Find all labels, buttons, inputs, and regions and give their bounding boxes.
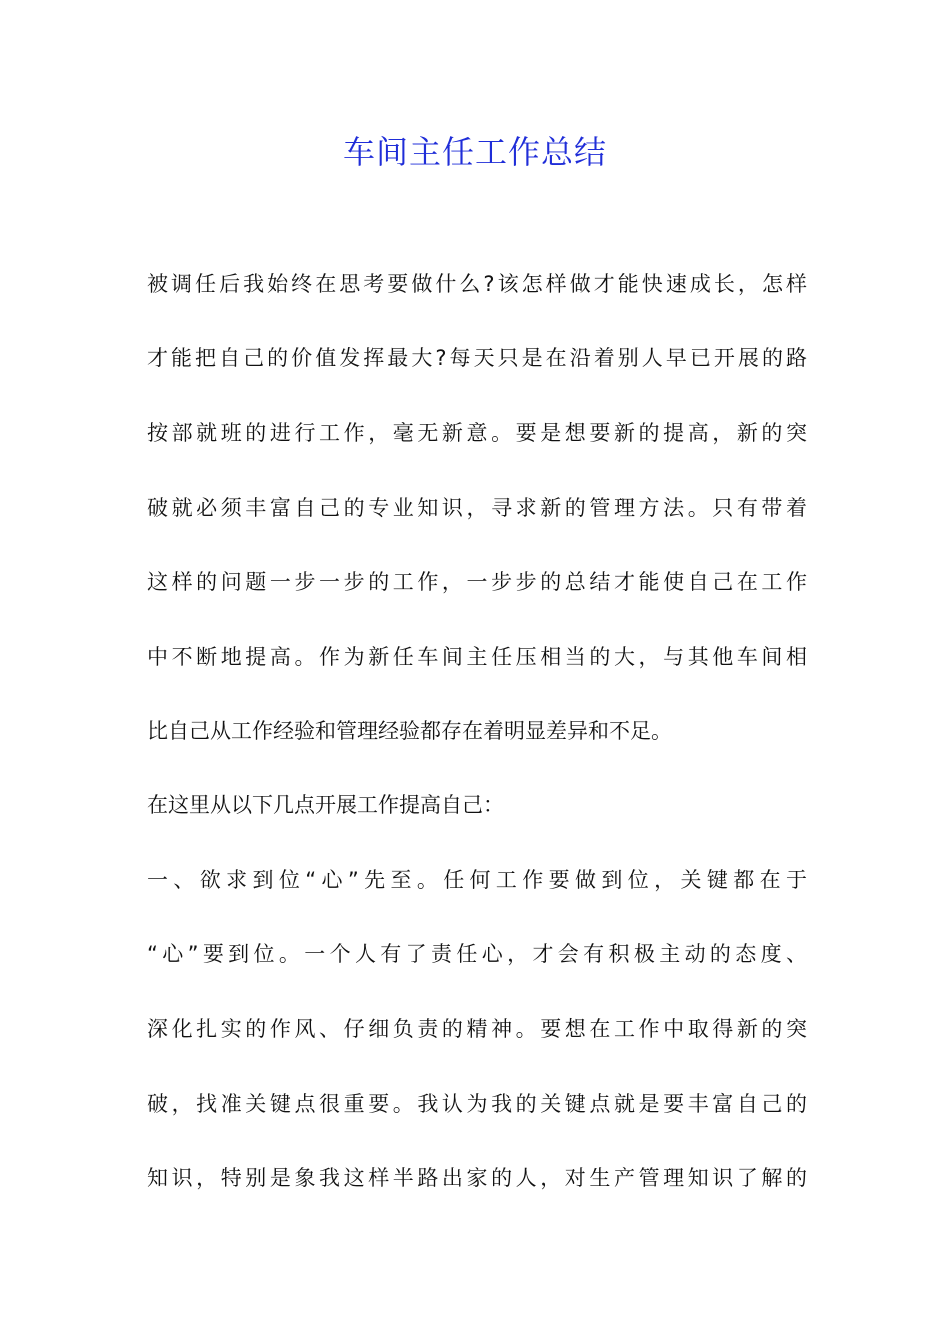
body-line: 这样的问题一步一步的工作，一步步的总结才能使自己在工作 <box>147 570 807 594</box>
body-line: 比自己从工作经验和管理经验都存在着明显差异和不足。 <box>147 719 672 743</box>
body-line: 一、欲求到位“心”先至。任何工作要做到位，关键都在于 <box>147 868 807 892</box>
body-line: 深化扎实的作风、仔细负责的精神。要想在工作中取得新的突 <box>147 1017 807 1041</box>
body-line: 按部就班的进行工作，毫无新意。要是想要新的提高，新的突 <box>147 421 807 445</box>
body-line: 才能把自己的价值发挥最大?每天只是在沿着别人早已开展的路 <box>147 346 807 370</box>
body-line: 破，找准关键点很重要。我认为我的关键点就是要丰富自己的 <box>147 1092 807 1116</box>
body-line: 破就必须丰富自己的专业知识，寻求新的管理方法。只有带着 <box>147 496 807 520</box>
body-line: 中不断地提高。作为新任车间主任压相当的大，与其他车间相 <box>147 645 807 669</box>
body-line: 在这里从以下几点开展工作提高自己： <box>147 793 504 817</box>
body-line: “心”要到位。一个人有了责任心，才会有积极主动的态度、 <box>147 942 807 966</box>
body-line: 知识，特别是象我这样半路出家的人，对生产管理知识了解的 <box>147 1166 807 1190</box>
body-line: 被调任后我始终在思考要做什么?该怎样做才能快速成长，怎样 <box>147 272 807 296</box>
document-title: 车间主任工作总结 <box>342 133 607 171</box>
